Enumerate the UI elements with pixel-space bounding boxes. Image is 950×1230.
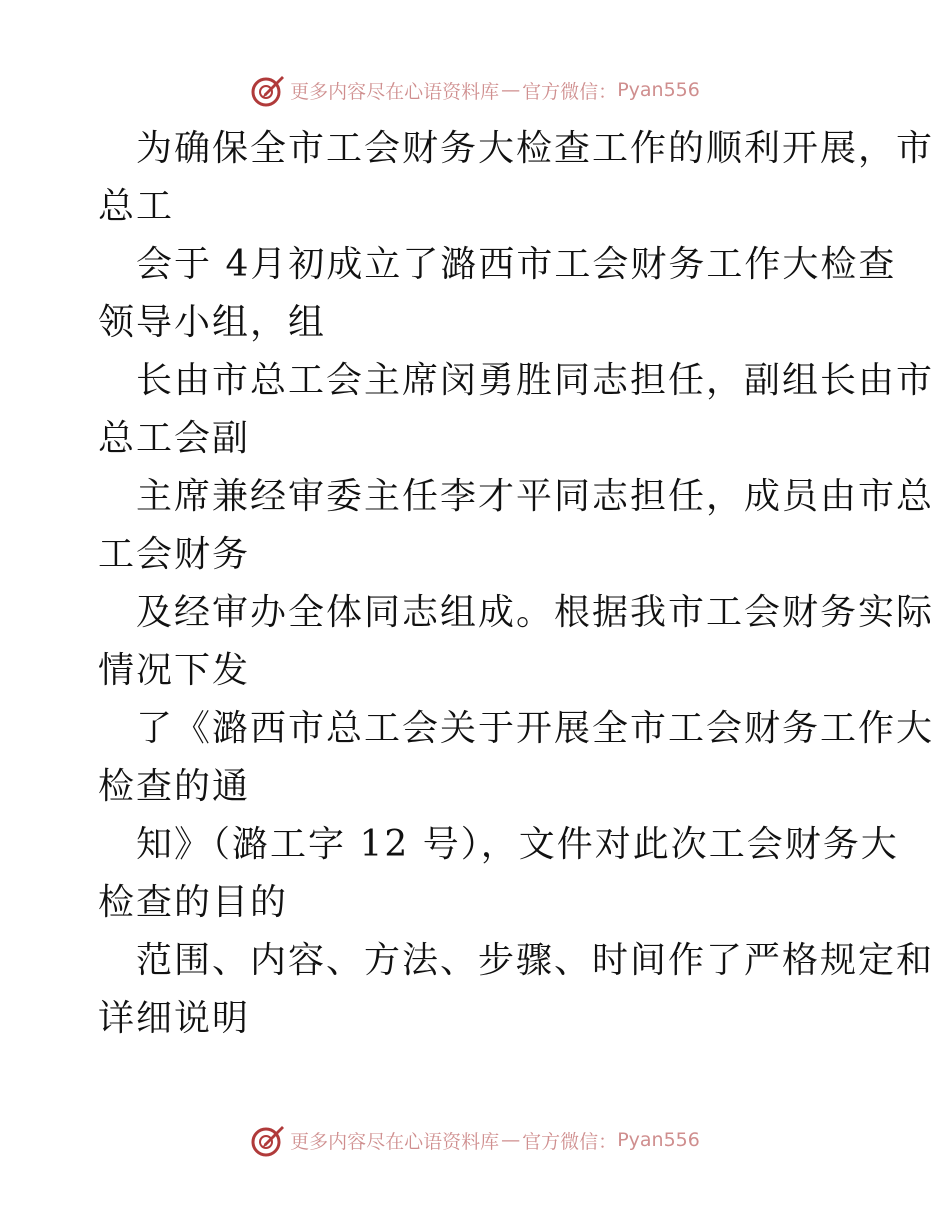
quill-logo-icon bbox=[250, 1122, 286, 1158]
footer-dash: — bbox=[501, 1129, 521, 1151]
text-line: 及经审办全体同志组成。根据我市工会财务实际 bbox=[136, 592, 935, 633]
text-line: 会于 4月初成立了潞西市工会财务工作大检查 bbox=[136, 244, 897, 285]
header-banner bbox=[0, 70, 950, 110]
text-line: 了《潞西市总工会关于开展全市工会财务工作大 bbox=[136, 708, 935, 749]
footer-banner bbox=[0, 1120, 950, 1160]
footer-site-text: 更多内容尽在心语资料库 bbox=[290, 1130, 500, 1153]
text-line: 主席兼经审委主任李才平同志担任，成员由市总 bbox=[136, 476, 935, 517]
text-line: 领导小组，组 bbox=[98, 302, 327, 343]
text-line: 为确保全市工会财务大检查工作的顺利开展，市 bbox=[136, 128, 935, 169]
header-wechat-id: Pyan556 bbox=[617, 79, 700, 101]
text-line: 工会财务 bbox=[98, 534, 251, 575]
header-site-text: 更多内容尽在心语资料库 bbox=[290, 80, 500, 103]
header-dash: — bbox=[501, 79, 521, 101]
footer-wechat-id: Pyan556 bbox=[617, 1129, 700, 1151]
quill-logo-icon bbox=[250, 72, 286, 108]
footer-wechat-label: 官方微信： bbox=[522, 1130, 618, 1153]
text-line: 情况下发 bbox=[98, 650, 251, 691]
text-line: 长由市总工会主席闵勇胜同志担任，副组长由市 bbox=[136, 360, 935, 401]
text-line: 详细说明 bbox=[98, 998, 251, 1039]
text-line: 检查的通 bbox=[98, 766, 251, 807]
header-wechat-label: 官方微信： bbox=[522, 80, 618, 103]
text-line: 检查的目的 bbox=[98, 882, 289, 923]
text-line: 范围、内容、方法、步骤、时间作了严格规定和 bbox=[136, 940, 935, 981]
text-line: 总工会副 bbox=[98, 418, 251, 459]
text-line: 知》（潞工字 12 号），文件对此次工会财务大 bbox=[136, 824, 899, 865]
text-line: 总工 bbox=[98, 186, 175, 227]
